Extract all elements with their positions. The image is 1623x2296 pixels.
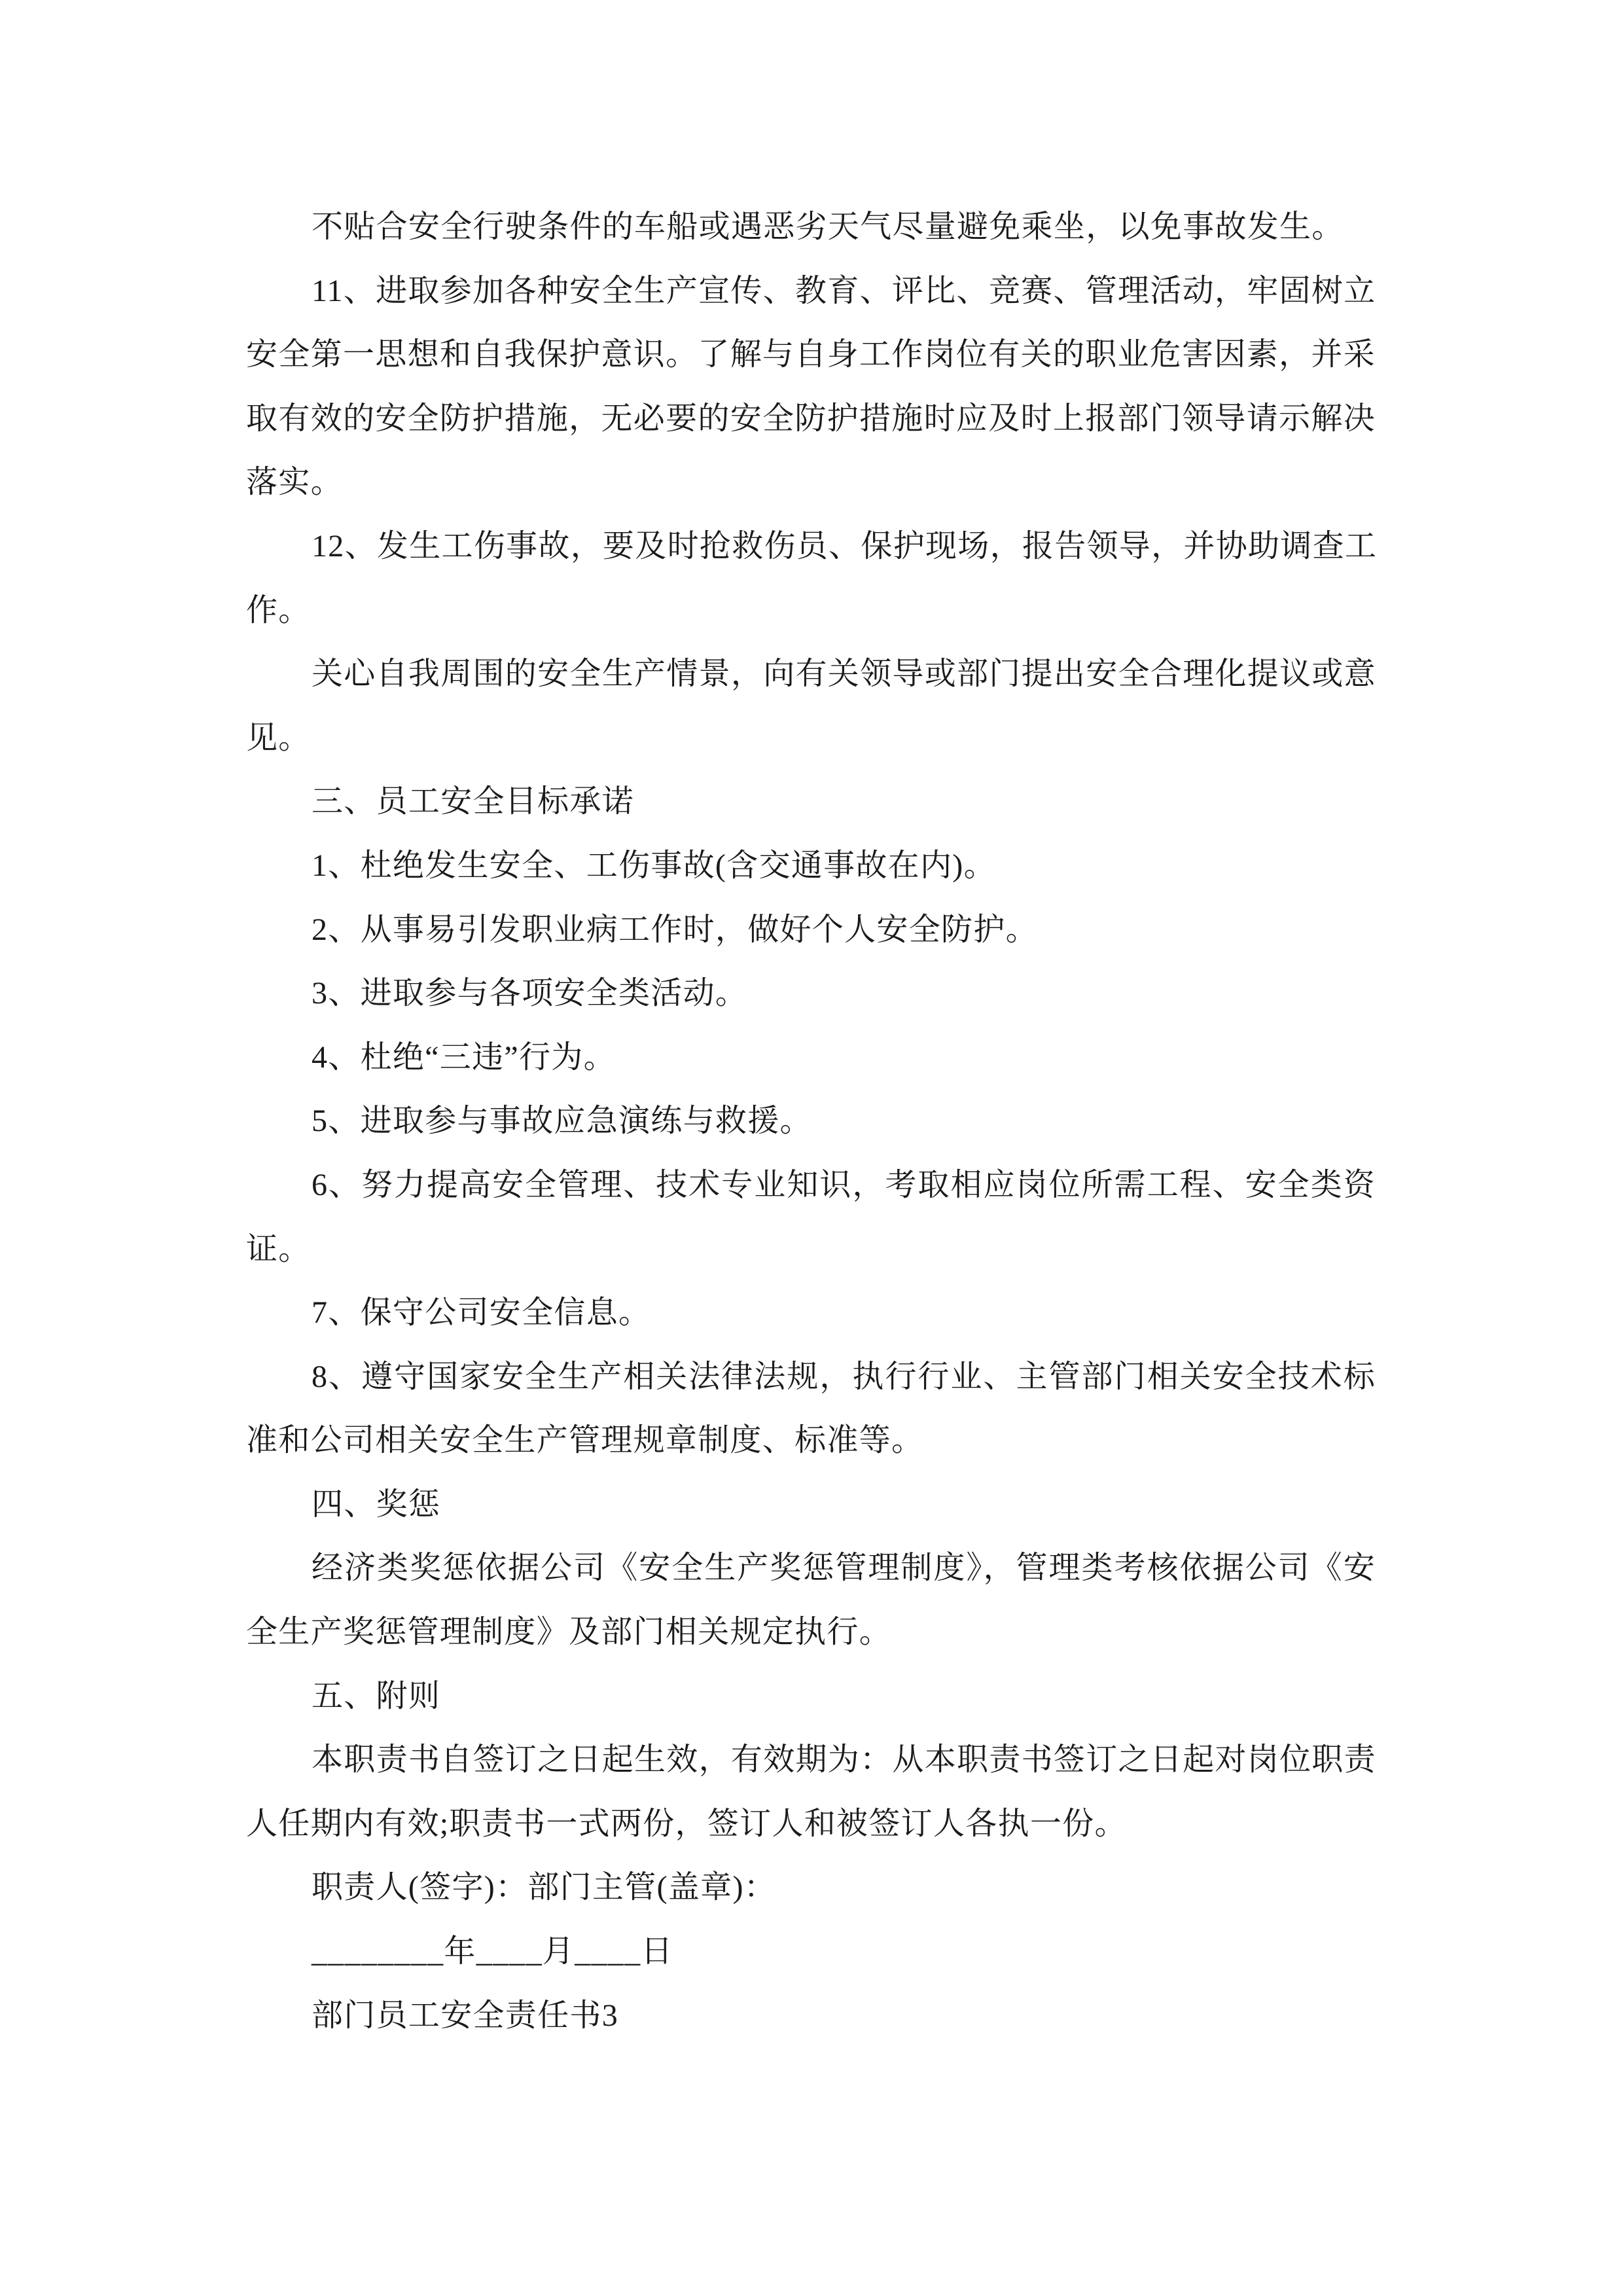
commitment-item-8 [246,1345,1376,1473]
text-line: 经济类奖惩依据公司《安全生产奖惩管理制度》，管理类考核依据公司《安 [312,1551,1376,1586]
appendix-paragraph [246,1728,1376,1856]
date-line [246,1920,1376,1984]
text-line: 职责人(签字)：部门主管(盖章)： [312,1870,777,1905]
text-line: 人任期内有效;职责书一式两份，签订人和被签订人各执一份。 [246,1806,1127,1841]
text-line: 11、进取参加各种安全生产宣传、教育、评比、竞赛、管理活动，牢固树立 [312,273,1376,308]
duty-item-12 [246,514,1376,642]
commitment-item-2 [246,898,1376,962]
commitment-item-6 [246,1153,1376,1281]
commitment-item-1 [246,834,1376,898]
duty-item-11 [246,259,1376,514]
text-line: 全生产奖惩管理制度》及部门相关规定执行。 [246,1615,892,1650]
next-document-title [246,1984,1376,2048]
text-line: 5、进取参与事故应急演练与救援。 [312,1103,812,1139]
text-line: 4、杜绝“三违”行为。 [312,1039,616,1075]
text-line: 12、发生工伤事故，要及时抢救伤员、保护现场，报告领导，并协助调查工 [312,528,1378,564]
text-line: 准和公司相关安全生产管理规章制度、标准等。 [246,1423,924,1458]
rewards-paragraph [246,1536,1376,1664]
text-line: 不贴合安全行驶条件的车船或遇恶劣天气尽量避免乘坐，以免事故发生。 [312,209,1344,244]
text-line: 安全第一思想和自我保护意识。了解与自身工作岗位有关的职业危害因素，并采 [246,337,1376,372]
commitment-item-5 [246,1089,1376,1153]
body-paragraph [246,642,1376,770]
commitment-item-7 [246,1281,1376,1345]
continuation-paragraph [246,195,1376,259]
text-line: 关心自我周围的安全生产情景，向有关领导或部门提出安全合理化提议或意 [312,656,1376,692]
text-line: ________年____月____日 [312,1934,673,1969]
text-line: 作。 [246,592,311,628]
text-line: 6、努力提高安全管理、技术专业知识，考取相应岗位所需工程、安全类资 [312,1167,1376,1202]
signature-line [246,1856,1376,1920]
text-line: 取有效的安全防护措施，无必要的安全防护措施时应及时上报部门领导请示解决 [246,401,1376,436]
text-line: 三、员工安全目标承诺 [312,784,635,819]
text-line: 落实。 [246,465,343,500]
document-body [246,195,1376,2047]
section-heading-3 [246,770,1376,834]
commitment-item-4 [246,1026,1376,1090]
text-line: 2、从事易引发职业病工作时，做好个人安全防护。 [312,912,1038,947]
text-line: 3、进取参与各项安全类活动。 [312,976,748,1011]
section-heading-4 [246,1473,1376,1537]
text-line: 四、奖惩 [312,1486,441,1522]
text-line: 证。 [246,1231,311,1266]
commitment-item-3 [246,961,1376,1026]
text-line: 7、保守公司安全信息。 [312,1295,651,1331]
text-line: 8、遵守国家安全生产相关法律法规，执行行业、主管部门相关安全技术标 [312,1359,1376,1394]
text-line: 1、杜绝发生安全、工伤事故(含交通事故在内)。 [312,848,996,883]
text-line: 部门员工安全责任书3 [312,1998,619,2033]
text-line: 五、附则 [312,1678,441,1713]
text-line: 本职责书自签订之日起生效，有效期为：从本职责书签订之日起对岗位职责 [312,1742,1376,1778]
text-line: 见。 [246,720,311,755]
section-heading-5 [246,1664,1376,1729]
